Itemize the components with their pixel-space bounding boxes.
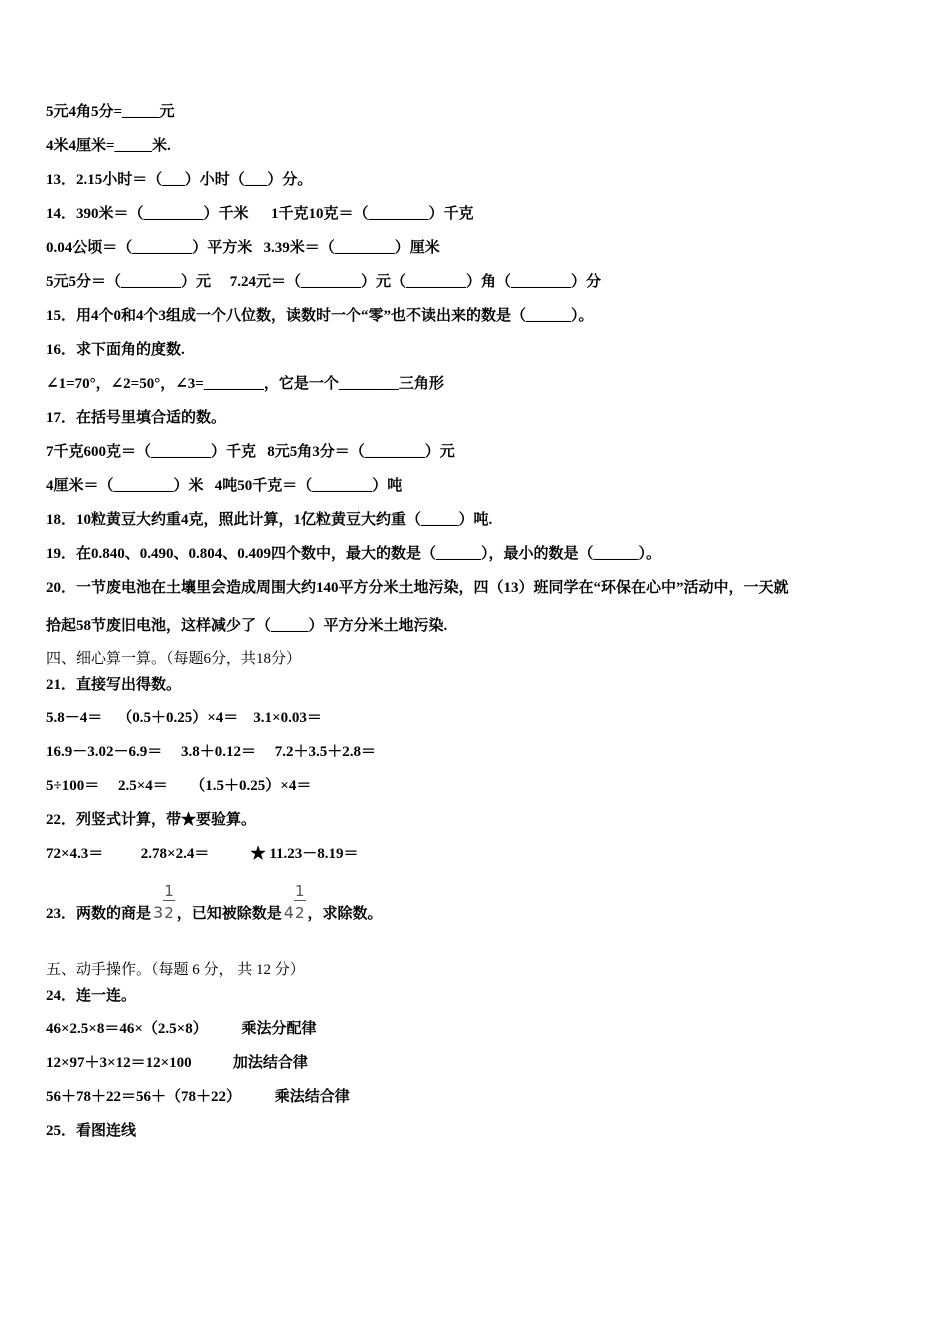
question-24: 24．连一连。 xyxy=(46,988,137,1004)
q23-prefix: 23．两数的商是 xyxy=(46,906,152,922)
question-21: 21．直接写出得数。 xyxy=(46,677,182,693)
question-23 xyxy=(46,882,383,924)
question-24-row1: 46×2.5×8＝46×（2.5×8） 乘法分配律 xyxy=(46,1021,317,1037)
question-20: 20．一节废电池在土壤里会造成周围大约140平方分米土地污染，四（13）班同学在“环保在心中”活动中，一天就 xyxy=(46,580,789,596)
question-17-line3: 4厘米＝（________）米 4吨50千克＝（________）吨 xyxy=(46,478,403,494)
question-24-row2: 12×97＋3×12＝12×100 加法结合律 xyxy=(46,1055,308,1071)
question-21-row1: 5.8－4＝ （0.5＋0.25）×4＝ 3.1×0.03＝ xyxy=(46,710,322,726)
question-22-row: 72×4.3＝ 2.78×2.4＝ ★ 11.23－8.19＝ xyxy=(46,846,359,862)
fraction-denominator: 2 xyxy=(294,904,305,922)
question-21-row3: 5÷100＝ 2.5×4＝ （1.5＋0.25）×4＝ xyxy=(46,778,312,794)
question-15: 15．用4个0和4个3组成一个八位数，读数时一个“零”也不读出来的数是（______）。 xyxy=(46,308,594,324)
fraction-numerator: 1 xyxy=(294,882,305,900)
question-16-angles: ∠1=70°，∠2=50°，∠3=________，它是一个________三角形 xyxy=(46,376,444,392)
question-16: 16．求下面角的度数. xyxy=(46,342,185,358)
line-length-conversion: 4米4厘米=_____米. xyxy=(46,138,171,154)
fraction-whole: 4 xyxy=(283,903,294,922)
question-20-line2: 拾起58节废旧电池，这样减少了（_____）平方分米土地污染. xyxy=(46,618,448,634)
q23-mid: ，已知被除数是 xyxy=(176,906,282,922)
question-13: 13．2.15小时＝（___）小时（___）分。 xyxy=(46,172,313,188)
question-17: 17．在括号里填合适的数。 xyxy=(46,410,227,426)
section-4-heading: 四、细心算一算。（每题6分，共18分） xyxy=(46,651,302,667)
question-25: 25．看图连线 xyxy=(46,1123,137,1139)
line-money-conversion: 5元4角5分=_____元 xyxy=(46,104,175,120)
question-18: 18．10粒黄豆大约重4克，照此计算，1亿粒黄豆大约重（_____）吨. xyxy=(46,512,493,528)
fraction-denominator: 2 xyxy=(164,904,174,922)
question-19: 19．在0.840、0.490、0.804、0.409四个数中，最大的数是（______），最小的数是（______）。 xyxy=(46,546,662,562)
question-22: 22．列竖式计算，带★要验算。 xyxy=(46,812,257,828)
mixed-fraction-quotient xyxy=(153,882,175,923)
question-14: 14．390米＝（________）千米 1千克10克＝（________）千克 xyxy=(46,206,474,222)
question-24-row3: 56＋78＋22＝56＋（78＋22） 乘法结合律 xyxy=(46,1089,350,1105)
question-21-row2: 16.9－3.02－6.9＝ 3.8＋0.12＝ 7.2＋3.5＋2.8＝ xyxy=(46,744,377,760)
section-5-heading: 五、动手操作。（每题 6 分， 共 12 分） xyxy=(46,962,305,978)
fraction-whole: 3 xyxy=(153,903,164,922)
question-14-line2: 0.04公顷＝（________）平方米 3.39米＝（________）厘米 xyxy=(46,240,440,256)
fraction-numerator: 1 xyxy=(164,882,174,900)
question-17-line2: 7千克600克＝（________）千克 8元5角3分＝（________）元 xyxy=(46,444,455,460)
question-14-line3: 5元5分＝（________）元 7.24元＝（________）元（________）角（________）分 xyxy=(46,274,602,290)
mixed-fraction-dividend xyxy=(283,882,306,923)
q23-suffix: ，求除数。 xyxy=(307,906,383,922)
